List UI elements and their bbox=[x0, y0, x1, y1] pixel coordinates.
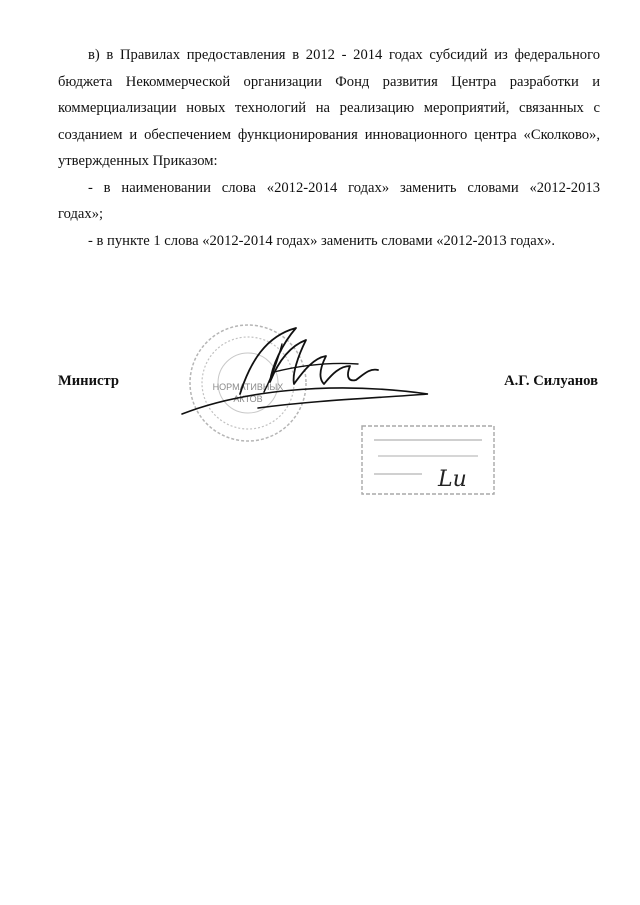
rectangular-stamp-icon bbox=[352, 422, 502, 500]
item1-line-2: годах»; bbox=[58, 206, 104, 222]
handwritten-signature bbox=[178, 322, 438, 432]
paragraph-v-line-4: созданием и обеспечением функционирования инновационного центра «Сколково», bbox=[58, 126, 600, 143]
seal-line-2: АКТОВ bbox=[233, 394, 263, 404]
stamp-handwriting: Lu bbox=[438, 467, 467, 492]
paragraph-v-line-5: утвержденных Приказом: bbox=[58, 153, 218, 169]
item2-line-1: - в пункте 1 слова «2012-2014 годах» заменить словами «2012-2013 годах». bbox=[88, 232, 556, 249]
paragraph-v-line-2: бюджета Некоммерческой организации Фонд развития Центра разработки и bbox=[58, 73, 600, 90]
signatory-title: Министр bbox=[58, 373, 119, 389]
document-body bbox=[58, 42, 600, 254]
paragraph-v-line-1: в) в Правилах предоставления в 2012 - 2014 годах субсидий из федерального bbox=[88, 47, 600, 63]
item1-line-1: - в наименовании слова «2012-2014 годах» заменить словами «2012-2013 bbox=[88, 179, 600, 196]
signatory-name: А.Г. Силуанов bbox=[504, 373, 598, 389]
paragraph-v-line-3: коммерциализации новых технологий на реализацию мероприятий, связанных с bbox=[58, 100, 600, 116]
seal-line-1: НОРМАТИВНЫХ bbox=[212, 382, 284, 392]
